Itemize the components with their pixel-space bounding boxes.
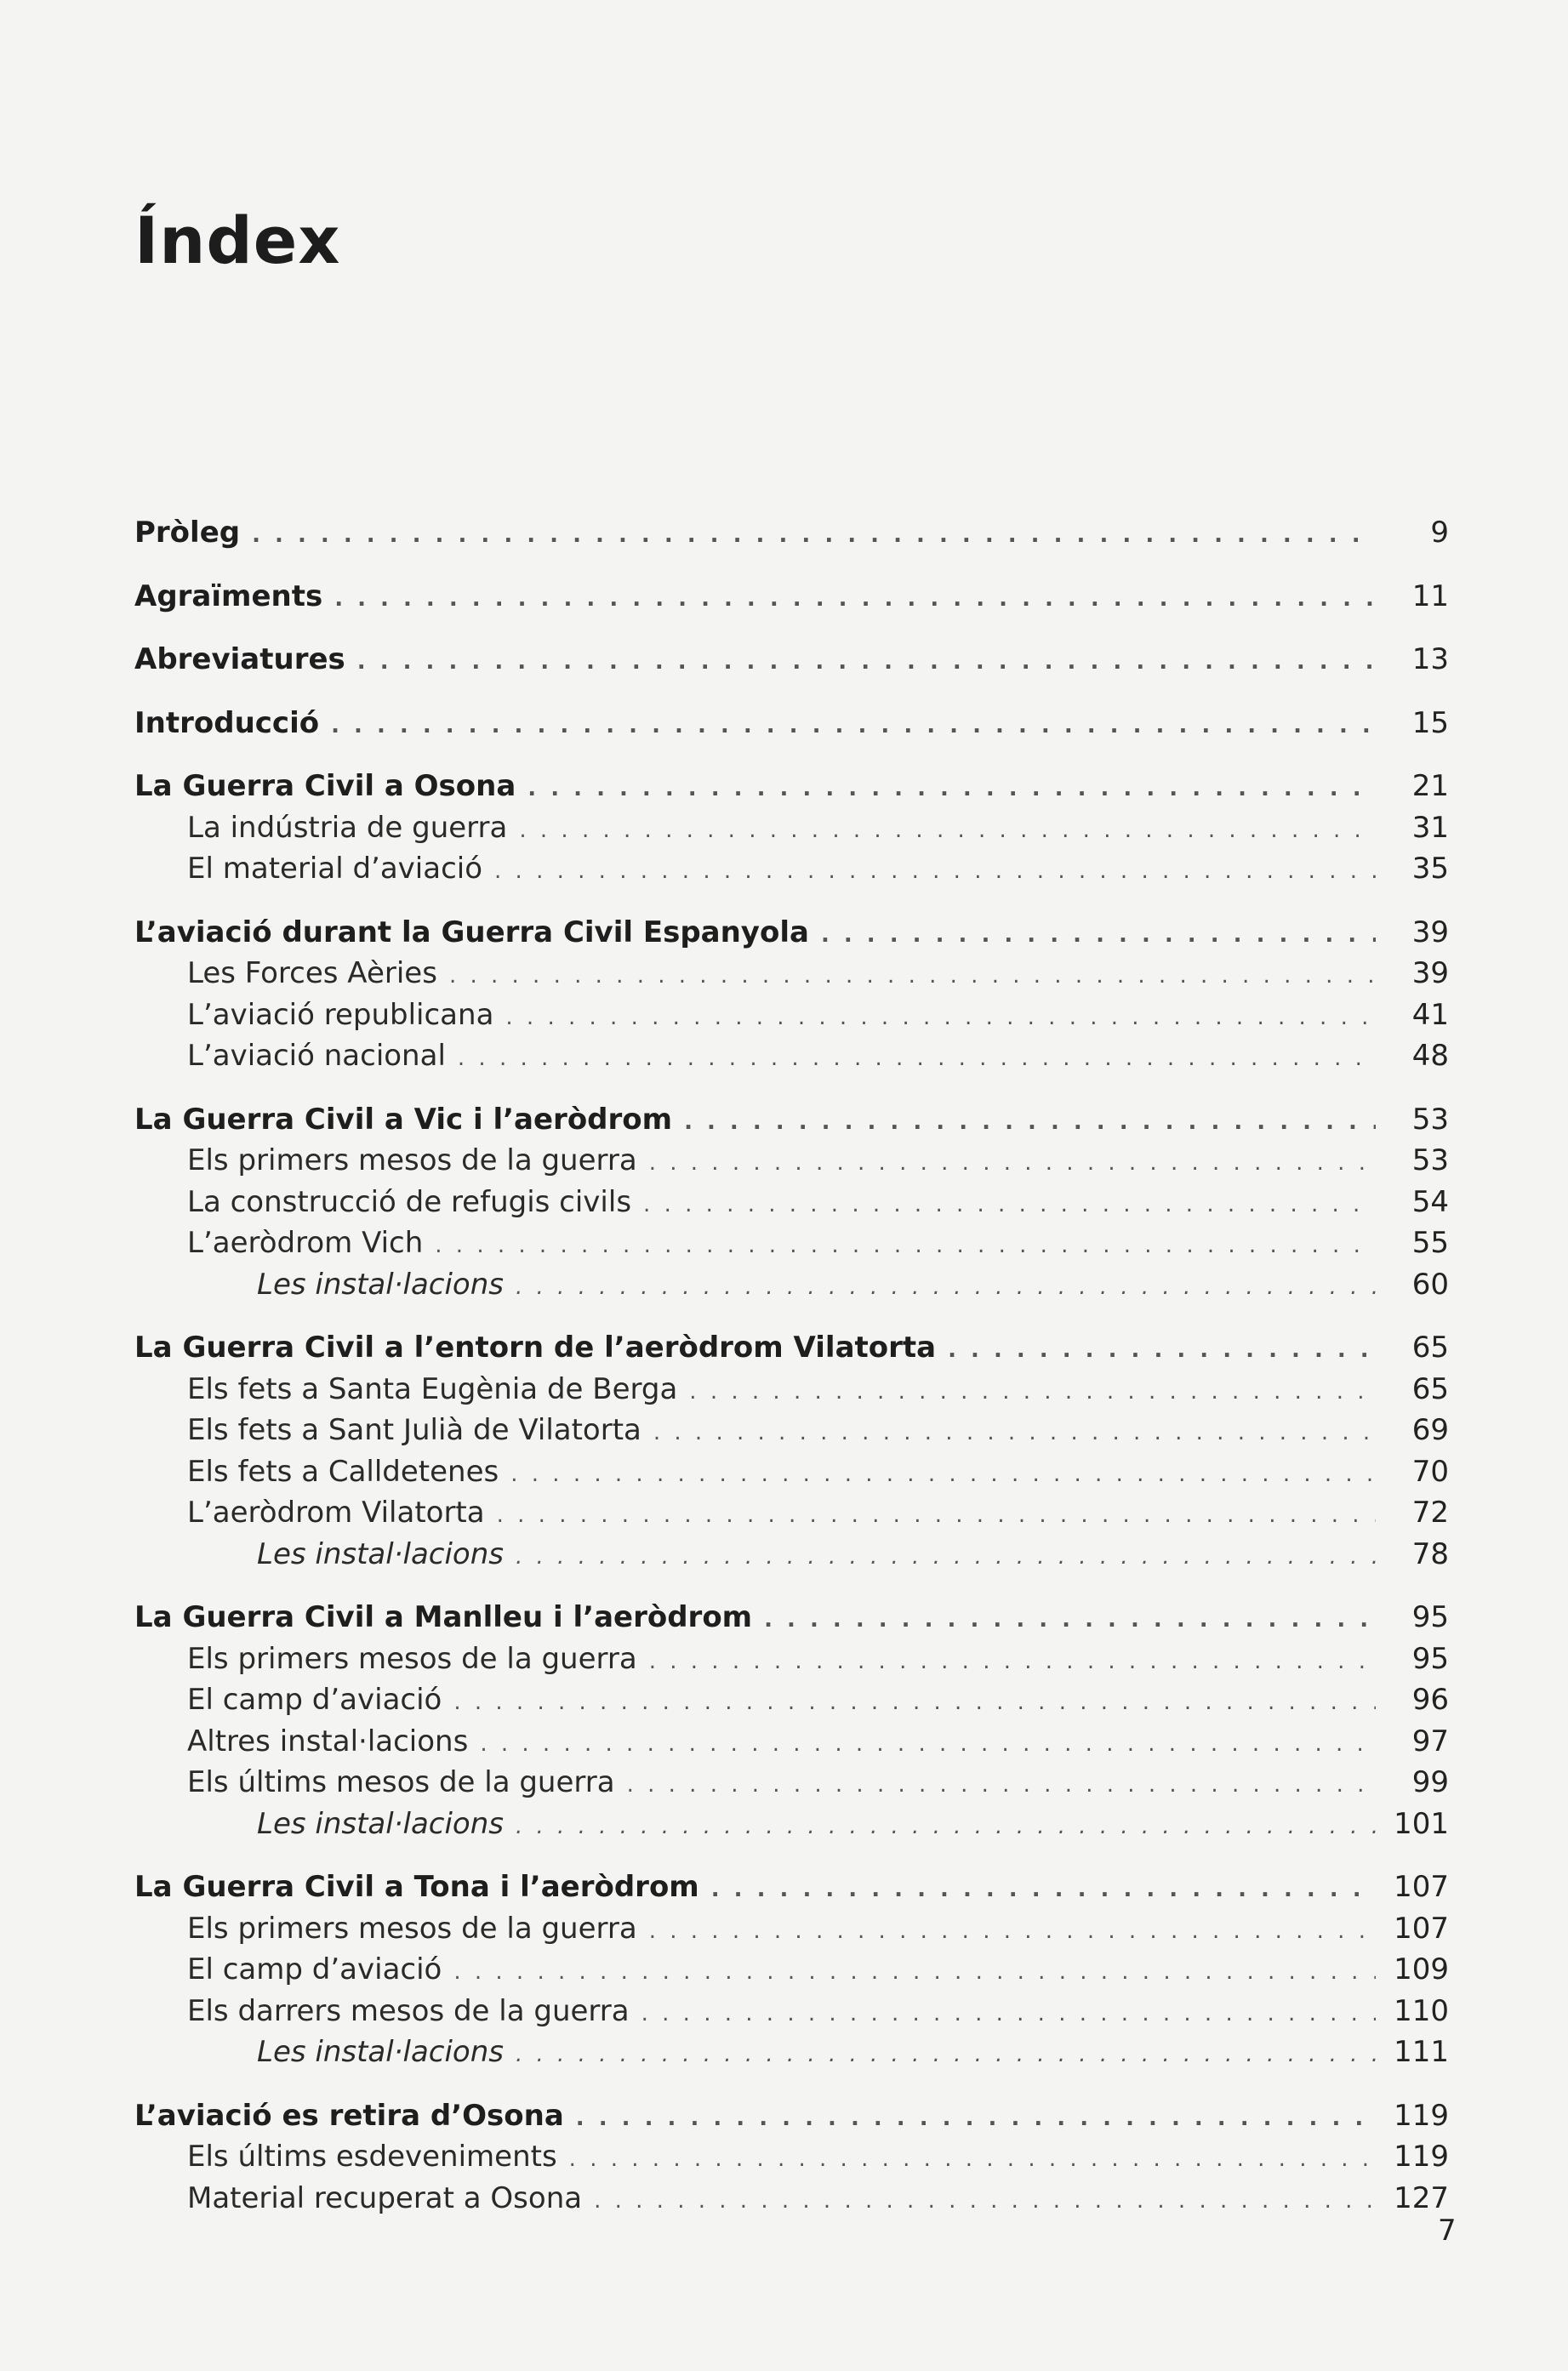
toc-entry-label: Agraïments xyxy=(134,579,323,613)
toc-entry-page: 69 xyxy=(1411,1413,1449,1447)
dot-leader xyxy=(510,1454,1376,1496)
toc-entry-label: Les instal·lacions xyxy=(257,1267,504,1302)
toc-subsection-entry xyxy=(134,1223,1449,1264)
toc-subsection-entry xyxy=(134,1721,1449,1763)
toc-chapter-entry xyxy=(134,2095,1449,2137)
toc-entry-page: 107 xyxy=(1394,1870,1449,1904)
toc-entry-label: Introducció xyxy=(134,705,320,740)
toc-entry-page: 110 xyxy=(1394,1993,1449,2028)
toc-subsection-entry xyxy=(134,1949,1449,1991)
dot-leader xyxy=(252,515,1376,556)
toc-entry-page: 109 xyxy=(1394,1952,1449,1986)
dot-leader xyxy=(449,955,1376,997)
toc-chapter-entry xyxy=(134,912,1449,954)
toc-chapter-entry xyxy=(134,576,1449,618)
toc-entry-page: 127 xyxy=(1394,2180,1449,2215)
toc-section xyxy=(134,639,1449,681)
toc-entry-label: La Guerra Civil a Manlleu i l’aeròdrom xyxy=(134,1600,753,1634)
dot-leader xyxy=(569,2139,1376,2180)
dot-leader xyxy=(516,1806,1376,1848)
dot-leader xyxy=(331,705,1376,747)
dot-leader xyxy=(519,810,1376,852)
dot-leader xyxy=(576,2098,1376,2140)
toc-section xyxy=(134,1597,1449,1844)
toc-entry-label: Els fets a Calldetenes xyxy=(187,1454,499,1489)
dot-leader xyxy=(627,1764,1376,1806)
toc-chapter-entry xyxy=(134,1099,1449,1141)
toc-section xyxy=(134,912,1449,1077)
toc-chapter-entry xyxy=(134,639,1449,681)
toc-entry-page: 53 xyxy=(1411,1102,1449,1137)
toc-entry-label: La Guerra Civil a Vic i l’aeròdrom xyxy=(134,1102,673,1137)
page-number: 7 xyxy=(1438,2214,1457,2248)
toc-subsection-entry xyxy=(134,1264,1449,1306)
toc-entry-label: El camp d’aviació xyxy=(187,1952,442,1986)
dot-leader xyxy=(453,1682,1376,1724)
toc-chapter-entry xyxy=(134,703,1449,744)
dot-leader xyxy=(516,1536,1376,1578)
toc-entry-label: La indústria de guerra xyxy=(187,810,508,845)
dot-leader xyxy=(948,1330,1376,1371)
toc-subsection-entry xyxy=(134,1679,1449,1721)
toc-entry-page: 101 xyxy=(1394,1806,1449,1841)
toc-subsection-entry xyxy=(134,2032,1449,2073)
dot-leader xyxy=(453,1952,1376,1993)
toc-subsection-entry xyxy=(134,995,1449,1036)
toc-entry-label: La Guerra Civil a Osona xyxy=(134,769,516,803)
toc-subsection-entry xyxy=(134,1410,1449,1451)
toc-section xyxy=(134,512,1449,554)
toc-subsection-entry xyxy=(134,1762,1449,1804)
toc-entry-label: La Guerra Civil a l’entorn de l’aeròdrom Vilatorta xyxy=(134,1331,937,1365)
dot-leader xyxy=(435,1225,1376,1267)
toc-chapter-entry xyxy=(134,1327,1449,1369)
toc-entry-page: 99 xyxy=(1411,1765,1449,1799)
table-of-contents xyxy=(134,512,1449,2241)
toc-entry-page: 97 xyxy=(1411,1724,1449,1758)
toc-entry-label: La construcció de refugis civils xyxy=(187,1184,632,1219)
toc-subsection-entry xyxy=(134,1639,1449,1680)
toc-entry-page: 9 xyxy=(1430,516,1449,550)
toc-entry-label: Els últims esdeveniments xyxy=(187,2140,557,2174)
toc-entry-label: L’aviació nacional xyxy=(187,1039,446,1073)
toc-entry-page: 41 xyxy=(1411,997,1449,1032)
toc-entry-label: Les Forces Aèries xyxy=(187,956,437,990)
toc-subsection-entry xyxy=(134,1369,1449,1411)
toc-chapter-entry xyxy=(134,766,1449,807)
toc-entry-page: 55 xyxy=(1411,1226,1449,1260)
toc-entry-page: 70 xyxy=(1411,1454,1449,1489)
toc-entry-label: Pròleg xyxy=(134,516,241,550)
toc-entry-page: 13 xyxy=(1411,642,1449,676)
toc-entry-page: 39 xyxy=(1411,956,1449,990)
toc-subsection-entry xyxy=(134,1140,1449,1182)
dot-leader xyxy=(684,1102,1376,1143)
dot-leader xyxy=(649,1641,1376,1683)
toc-section xyxy=(134,1867,1449,2073)
toc-entry-label: Els darrers mesos de la guerra xyxy=(187,1993,630,2028)
dot-leader xyxy=(494,851,1376,892)
toc-entry-page: 72 xyxy=(1411,1496,1449,1530)
toc-subsection-entry xyxy=(134,1534,1449,1576)
dot-leader xyxy=(516,1267,1376,1308)
toc-entry-label: Els primers mesos de la guerra xyxy=(187,1641,637,1676)
toc-entry-label: Les instal·lacions xyxy=(257,1806,504,1841)
dot-leader xyxy=(764,1599,1376,1641)
toc-entry-label: El camp d’aviació xyxy=(187,1683,442,1717)
toc-section xyxy=(134,766,1449,890)
page-title: Índex xyxy=(134,202,341,278)
toc-entry-page: 65 xyxy=(1411,1331,1449,1365)
toc-entry-label: Els fets a Santa Eugènia de Berga xyxy=(187,1371,678,1406)
toc-entry-page: 54 xyxy=(1411,1184,1449,1219)
toc-entry-label: L’aeròdrom Vich xyxy=(187,1226,424,1260)
toc-subsection-entry xyxy=(134,953,1449,995)
dot-leader xyxy=(594,2180,1376,2222)
toc-subsection-entry xyxy=(134,1804,1449,1845)
toc-subsection-entry xyxy=(134,1451,1449,1493)
toc-chapter-entry xyxy=(134,1867,1449,1908)
dot-leader xyxy=(649,1143,1376,1184)
toc-entry-page: 119 xyxy=(1394,2098,1449,2133)
toc-entry-label: Abreviatures xyxy=(134,642,345,676)
toc-section xyxy=(134,703,1449,744)
dot-leader xyxy=(689,1371,1376,1413)
toc-entry-page: 48 xyxy=(1411,1039,1449,1073)
toc-section xyxy=(134,576,1449,618)
toc-entry-page: 65 xyxy=(1411,1371,1449,1406)
toc-entry-page: 95 xyxy=(1411,1641,1449,1676)
toc-section xyxy=(134,1099,1449,1306)
dot-leader xyxy=(653,1412,1376,1454)
toc-entry-label: Els primers mesos de la guerra xyxy=(187,1911,637,1946)
dot-leader xyxy=(480,1724,1376,1765)
toc-subsection-entry xyxy=(134,2178,1449,2220)
toc-entry-page: 96 xyxy=(1411,1683,1449,1717)
toc-entry-page: 53 xyxy=(1411,1143,1449,1177)
toc-entry-label: Els últims mesos de la guerra xyxy=(187,1765,615,1799)
toc-entry-page: 31 xyxy=(1411,810,1449,845)
toc-subsection-entry xyxy=(134,1035,1449,1077)
toc-entry-label: L’aviació republicana xyxy=(187,997,494,1032)
dot-leader xyxy=(357,641,1376,683)
toc-subsection-entry xyxy=(134,2136,1449,2178)
toc-entry-label: Altres instal·lacions xyxy=(187,1724,469,1758)
toc-entry-label: L’aeròdrom Vilatorta xyxy=(187,1496,485,1530)
dot-leader xyxy=(505,997,1376,1039)
toc-entry-page: 15 xyxy=(1411,705,1449,740)
dot-leader xyxy=(497,1495,1376,1536)
toc-entry-page: 39 xyxy=(1411,915,1449,949)
toc-entry-label: L’aviació es retira d’Osona xyxy=(134,2098,564,2133)
toc-entry-page: 60 xyxy=(1411,1267,1449,1302)
toc-entry-page: 95 xyxy=(1411,1600,1449,1634)
toc-entry-page: 119 xyxy=(1394,2140,1449,2174)
toc-entry-label: Els primers mesos de la guerra xyxy=(187,1143,637,1177)
toc-entry-label: La Guerra Civil a Tona i l’aeròdrom xyxy=(134,1870,699,1904)
toc-subsection-entry xyxy=(134,1908,1449,1950)
dot-leader xyxy=(516,2034,1376,2076)
dot-leader xyxy=(641,1993,1376,2035)
toc-chapter-entry xyxy=(134,1597,1449,1639)
dot-leader xyxy=(649,1911,1376,1952)
dot-leader xyxy=(334,579,1376,620)
toc-section xyxy=(134,1327,1449,1575)
toc-entry-label: Les instal·lacions xyxy=(257,2035,504,2069)
toc-chapter-entry xyxy=(134,512,1449,554)
toc-subsection-entry xyxy=(134,807,1449,849)
dot-leader xyxy=(527,768,1376,810)
dot-leader xyxy=(711,1869,1376,1911)
toc-entry-label: Els fets a Sant Julià de Vilatorta xyxy=(187,1413,641,1447)
toc-entry-page: 35 xyxy=(1411,852,1449,886)
toc-subsection-entry xyxy=(134,1182,1449,1223)
dot-leader xyxy=(643,1184,1376,1226)
toc-entry-page: 107 xyxy=(1394,1911,1449,1946)
toc-entry-label: El material d’aviació xyxy=(187,852,483,886)
toc-subsection-entry xyxy=(134,848,1449,890)
toc-subsection-entry xyxy=(134,1991,1449,2032)
toc-entry-label: Les instal·lacions xyxy=(257,1536,504,1571)
toc-entry-label: L’aviació durant la Guerra Civil Espanyola xyxy=(134,915,809,949)
toc-entry-page: 111 xyxy=(1394,2035,1449,2069)
toc-entry-page: 78 xyxy=(1411,1536,1449,1571)
toc-entry-page: 21 xyxy=(1411,769,1449,803)
toc-entry-label: Material recuperat a Osona xyxy=(187,2180,583,2215)
dot-leader xyxy=(458,1038,1376,1080)
toc-entry-page: 11 xyxy=(1411,579,1449,613)
toc-section xyxy=(134,2095,1449,2220)
dot-leader xyxy=(821,915,1376,956)
toc-subsection-entry xyxy=(134,1492,1449,1534)
